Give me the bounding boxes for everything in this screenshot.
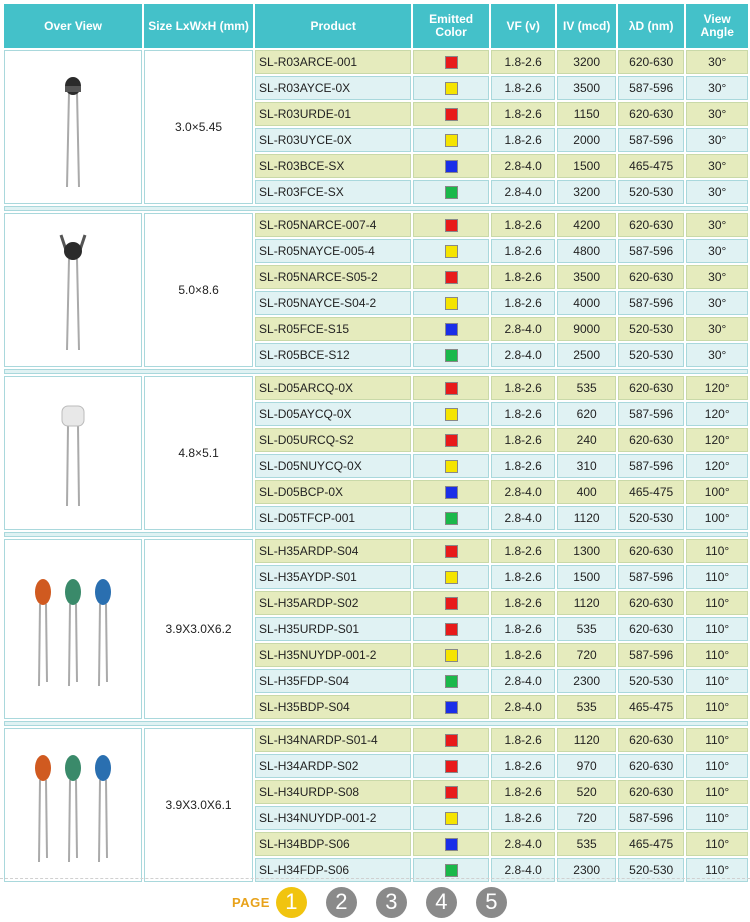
iv-cell: 3500 (557, 265, 615, 289)
product-cell: SL-D05URCQ-S2 (255, 428, 411, 452)
iv-cell: 3200 (557, 50, 615, 74)
emitted-color-cell (413, 291, 489, 315)
view-angle-cell: 30° (686, 265, 748, 289)
vf-cell: 2.8-4.0 (491, 832, 556, 856)
iv-cell: 400 (557, 480, 615, 504)
emitted-color-cell (413, 76, 489, 100)
emitted-color-cell (413, 728, 489, 752)
led-spec-table (2, 2, 750, 884)
iv-cell: 520 (557, 780, 615, 804)
wavelength-cell: 587-596 (618, 565, 685, 589)
emitted-color-cell (413, 643, 489, 667)
red-swatch-icon (445, 734, 458, 747)
view-angle-cell: 110° (686, 539, 748, 563)
iv-cell: 2500 (557, 343, 615, 367)
view-angle-cell: 110° (686, 591, 748, 615)
view-angle-cell: 110° (686, 728, 748, 752)
header-row (4, 4, 748, 48)
vf-cell: 1.8-2.6 (491, 428, 556, 452)
green-swatch-icon (445, 349, 458, 362)
emitted-color-cell (413, 265, 489, 289)
wavelength-cell: 587-596 (618, 291, 685, 315)
header-size: Size LxWxH (mm) (144, 4, 253, 48)
wavelength-cell: 620-630 (618, 754, 685, 778)
product-cell: SL-D05BCP-0X (255, 480, 411, 504)
product-cell: SL-D05TFCP-001 (255, 506, 411, 530)
wavelength-cell: 465-475 (618, 695, 685, 719)
iv-cell: 4000 (557, 291, 615, 315)
view-angle-cell: 30° (686, 102, 748, 126)
group-separator (4, 721, 748, 726)
iv-cell: 535 (557, 695, 615, 719)
vf-cell: 1.8-2.6 (491, 50, 556, 74)
wavelength-cell: 520-530 (618, 858, 685, 882)
emitted-color-cell (413, 128, 489, 152)
emitted-color-cell (413, 402, 489, 426)
iv-cell: 1120 (557, 591, 615, 615)
iv-cell: 310 (557, 454, 615, 478)
product-cell: SL-H35AYDP-S01 (255, 565, 411, 589)
iv-cell: 720 (557, 806, 615, 830)
iv-cell: 2000 (557, 128, 615, 152)
blue-swatch-icon (445, 486, 458, 499)
vf-cell: 2.8-4.0 (491, 317, 556, 341)
vf-cell: 1.8-2.6 (491, 617, 556, 641)
iv-cell: 3200 (557, 180, 615, 204)
led-oval-trio-image (4, 539, 142, 719)
vf-cell: 1.8-2.6 (491, 102, 556, 126)
emitted-color-cell (413, 754, 489, 778)
wavelength-cell: 620-630 (618, 213, 685, 237)
header-emitted-color: Emitted Color (413, 4, 489, 48)
product-cell: SL-H34ARDP-S02 (255, 754, 411, 778)
red-swatch-icon (445, 382, 458, 395)
red-swatch-icon (445, 108, 458, 121)
emitted-color-cell (413, 102, 489, 126)
iv-cell: 970 (557, 754, 615, 778)
vf-cell: 2.8-4.0 (491, 669, 556, 693)
blue-swatch-icon (445, 160, 458, 173)
product-cell: SL-H34NUYDP-001-2 (255, 806, 411, 830)
wavelength-cell: 520-530 (618, 343, 685, 367)
size-cell: 3.9X3.0X6.1 (144, 728, 253, 882)
view-angle-cell: 110° (686, 695, 748, 719)
wavelength-cell: 620-630 (618, 591, 685, 615)
header-wavelength: λD (nm) (618, 4, 685, 48)
emitted-color-cell (413, 617, 489, 641)
product-cell: SL-R03URDE-01 (255, 102, 411, 126)
view-angle-cell: 30° (686, 128, 748, 152)
emitted-color-cell (413, 565, 489, 589)
red-swatch-icon (445, 271, 458, 284)
product-cell: SL-D05ARCQ-0X (255, 376, 411, 400)
wavelength-cell: 587-596 (618, 643, 685, 667)
wavelength-cell: 620-630 (618, 428, 685, 452)
iv-cell: 4800 (557, 239, 615, 263)
vf-cell: 1.8-2.6 (491, 76, 556, 100)
iv-cell: 9000 (557, 317, 615, 341)
vf-cell: 2.8-4.0 (491, 858, 556, 882)
product-cell: SL-R03ARCE-001 (255, 50, 411, 74)
emitted-color-cell (413, 695, 489, 719)
product-cell: SL-H34BDP-S06 (255, 832, 411, 856)
red-swatch-icon (445, 434, 458, 447)
wavelength-cell: 620-630 (618, 617, 685, 641)
view-angle-cell: 30° (686, 180, 748, 204)
product-cell: SL-R05NAYCE-S04-2 (255, 291, 411, 315)
view-angle-cell: 110° (686, 643, 748, 667)
product-cell: SL-H35BDP-S04 (255, 695, 411, 719)
emitted-color-cell (413, 180, 489, 204)
size-cell: 3.9X3.0X6.2 (144, 539, 253, 719)
vf-cell: 2.8-4.0 (491, 695, 556, 719)
page-1-button[interactable]: 1 (276, 887, 307, 918)
view-angle-cell: 30° (686, 291, 748, 315)
vf-cell: 2.8-4.0 (491, 154, 556, 178)
header-view-angle: View Angle (686, 4, 748, 48)
product-cell: SL-H35URDP-S01 (255, 617, 411, 641)
emitted-color-cell (413, 239, 489, 263)
group-separator (4, 532, 748, 537)
emitted-color-cell (413, 480, 489, 504)
wavelength-cell: 587-596 (618, 454, 685, 478)
vf-cell: 1.8-2.6 (491, 643, 556, 667)
view-angle-cell: 30° (686, 343, 748, 367)
product-cell: SL-H34URDP-S08 (255, 780, 411, 804)
size-cell: 3.0×5.45 (144, 50, 253, 204)
pagination (232, 886, 526, 918)
divider (0, 878, 750, 879)
red-swatch-icon (445, 545, 458, 558)
view-angle-cell: 110° (686, 832, 748, 856)
wavelength-cell: 465-475 (618, 480, 685, 504)
vf-cell: 1.8-2.6 (491, 402, 556, 426)
wavelength-cell: 587-596 (618, 402, 685, 426)
green-swatch-icon (445, 864, 458, 877)
table-row (4, 728, 748, 752)
vf-cell: 1.8-2.6 (491, 754, 556, 778)
emitted-color-cell (413, 428, 489, 452)
iv-cell: 1500 (557, 154, 615, 178)
led-5mm-dark-clip-image (4, 213, 142, 367)
vf-cell: 1.8-2.6 (491, 591, 556, 615)
iv-cell: 1500 (557, 565, 615, 589)
iv-cell: 1300 (557, 539, 615, 563)
view-angle-cell: 120° (686, 428, 748, 452)
view-angle-cell: 30° (686, 317, 748, 341)
size-cell: 5.0×8.6 (144, 213, 253, 367)
table-row (4, 539, 748, 563)
view-angle-cell: 120° (686, 454, 748, 478)
led-clear-short-image (4, 376, 142, 530)
wavelength-cell: 620-630 (618, 102, 685, 126)
page-2-button[interactable]: 2 (326, 887, 357, 918)
yellow-swatch-icon (445, 812, 458, 825)
view-angle-cell: 110° (686, 669, 748, 693)
vf-cell: 1.8-2.6 (491, 265, 556, 289)
table-row (4, 50, 748, 74)
emitted-color-cell (413, 376, 489, 400)
led-3mm-dark-top-image (4, 50, 142, 204)
wavelength-cell: 520-530 (618, 506, 685, 530)
view-angle-cell: 110° (686, 806, 748, 830)
green-swatch-icon (445, 512, 458, 525)
product-cell: SL-H35ARDP-S04 (255, 539, 411, 563)
group-separator (4, 206, 748, 211)
product-cell: SL-D05AYCQ-0X (255, 402, 411, 426)
wavelength-cell: 620-630 (618, 50, 685, 74)
vf-cell: 1.8-2.6 (491, 728, 556, 752)
view-angle-cell: 30° (686, 154, 748, 178)
vf-cell: 1.8-2.6 (491, 291, 556, 315)
iv-cell: 4200 (557, 213, 615, 237)
vf-cell: 1.8-2.6 (491, 806, 556, 830)
wavelength-cell: 587-596 (618, 806, 685, 830)
iv-cell: 2300 (557, 858, 615, 882)
table-row (4, 376, 748, 400)
wavelength-cell: 587-596 (618, 239, 685, 263)
product-cell: SL-R05FCE-S15 (255, 317, 411, 341)
view-angle-cell: 120° (686, 402, 748, 426)
red-swatch-icon (445, 597, 458, 610)
iv-cell: 240 (557, 428, 615, 452)
yellow-swatch-icon (445, 297, 458, 310)
wavelength-cell: 520-530 (618, 317, 685, 341)
iv-cell: 535 (557, 832, 615, 856)
iv-cell: 2300 (557, 669, 615, 693)
vf-cell: 1.8-2.6 (491, 454, 556, 478)
product-cell: SL-R05BCE-S12 (255, 343, 411, 367)
view-angle-cell: 30° (686, 239, 748, 263)
emitted-color-cell (413, 780, 489, 804)
vf-cell: 2.8-4.0 (491, 480, 556, 504)
view-angle-cell: 110° (686, 754, 748, 778)
red-swatch-icon (445, 56, 458, 69)
header-product: Product (255, 4, 411, 48)
wavelength-cell: 520-530 (618, 180, 685, 204)
yellow-swatch-icon (445, 82, 458, 95)
vf-cell: 1.8-2.6 (491, 565, 556, 589)
iv-cell: 1150 (557, 102, 615, 126)
yellow-swatch-icon (445, 245, 458, 258)
iv-cell: 1120 (557, 728, 615, 752)
green-swatch-icon (445, 186, 458, 199)
header-vf: VF (v) (491, 4, 556, 48)
size-cell: 4.8×5.1 (144, 376, 253, 530)
emitted-color-cell (413, 454, 489, 478)
view-angle-cell: 110° (686, 617, 748, 641)
view-angle-cell: 30° (686, 50, 748, 74)
vf-cell: 1.8-2.6 (491, 213, 556, 237)
vf-cell: 1.8-2.6 (491, 376, 556, 400)
red-swatch-icon (445, 623, 458, 636)
blue-swatch-icon (445, 838, 458, 851)
iv-cell: 535 (557, 376, 615, 400)
iv-cell: 620 (557, 402, 615, 426)
view-angle-cell: 30° (686, 76, 748, 100)
yellow-swatch-icon (445, 649, 458, 662)
header-iv: IV (mcd) (557, 4, 615, 48)
red-swatch-icon (445, 219, 458, 232)
product-cell: SL-H35ARDP-S02 (255, 591, 411, 615)
iv-cell: 535 (557, 617, 615, 641)
emitted-color-cell (413, 539, 489, 563)
wavelength-cell: 465-475 (618, 154, 685, 178)
group-separator (4, 369, 748, 374)
emitted-color-cell (413, 50, 489, 74)
yellow-swatch-icon (445, 408, 458, 421)
page-4-button[interactable]: 4 (426, 887, 457, 918)
wavelength-cell: 587-596 (618, 128, 685, 152)
wavelength-cell: 465-475 (618, 832, 685, 856)
wavelength-cell: 520-530 (618, 669, 685, 693)
view-angle-cell: 30° (686, 213, 748, 237)
red-swatch-icon (445, 786, 458, 799)
emitted-color-cell (413, 343, 489, 367)
vf-cell: 2.8-4.0 (491, 180, 556, 204)
emitted-color-cell (413, 806, 489, 830)
product-cell: SL-H35FDP-S04 (255, 669, 411, 693)
iv-cell: 3500 (557, 76, 615, 100)
vf-cell: 2.8-4.0 (491, 506, 556, 530)
view-angle-cell: 100° (686, 480, 748, 504)
page-3-button[interactable]: 3 (376, 887, 407, 918)
page-5-button[interactable]: 5 (476, 887, 507, 918)
wavelength-cell: 620-630 (618, 728, 685, 752)
wavelength-cell: 620-630 (618, 265, 685, 289)
vf-cell: 2.8-4.0 (491, 343, 556, 367)
emitted-color-cell (413, 317, 489, 341)
emitted-color-cell (413, 213, 489, 237)
emitted-color-cell (413, 591, 489, 615)
view-angle-cell: 110° (686, 565, 748, 589)
emitted-color-cell (413, 832, 489, 856)
wavelength-cell: 620-630 (618, 376, 685, 400)
led-oval-trio-image (4, 728, 142, 882)
vf-cell: 1.8-2.6 (491, 780, 556, 804)
product-cell: SL-R03AYCE-0X (255, 76, 411, 100)
view-angle-cell: 100° (686, 506, 748, 530)
product-cell: SL-R05NARCE-007-4 (255, 213, 411, 237)
wavelength-cell: 620-630 (618, 780, 685, 804)
view-angle-cell: 120° (686, 376, 748, 400)
product-cell: SL-H34NARDP-S01-4 (255, 728, 411, 752)
product-cell: SL-R03FCE-SX (255, 180, 411, 204)
product-cell: SL-R03BCE-SX (255, 154, 411, 178)
product-cell: SL-R05NAYCE-005-4 (255, 239, 411, 263)
page-label: PAGE (232, 894, 270, 910)
vf-cell: 1.8-2.6 (491, 128, 556, 152)
blue-swatch-icon (445, 323, 458, 336)
vf-cell: 1.8-2.6 (491, 239, 556, 263)
iv-cell: 1120 (557, 506, 615, 530)
product-cell: SL-R05NARCE-S05-2 (255, 265, 411, 289)
view-angle-cell: 110° (686, 858, 748, 882)
iv-cell: 720 (557, 643, 615, 667)
view-angle-cell: 110° (686, 780, 748, 804)
product-cell: SL-H35NUYDP-001-2 (255, 643, 411, 667)
blue-swatch-icon (445, 701, 458, 714)
product-cell: SL-H34FDP-S06 (255, 858, 411, 882)
yellow-swatch-icon (445, 571, 458, 584)
yellow-swatch-icon (445, 460, 458, 473)
emitted-color-cell (413, 506, 489, 530)
table-row (4, 213, 748, 237)
emitted-color-cell (413, 669, 489, 693)
product-cell: SL-R03UYCE-0X (255, 128, 411, 152)
green-swatch-icon (445, 675, 458, 688)
red-swatch-icon (445, 760, 458, 773)
vf-cell: 1.8-2.6 (491, 539, 556, 563)
wavelength-cell: 620-630 (618, 539, 685, 563)
product-cell: SL-D05NUYCQ-0X (255, 454, 411, 478)
wavelength-cell: 587-596 (618, 76, 685, 100)
yellow-swatch-icon (445, 134, 458, 147)
header-overview: Over View (4, 4, 142, 48)
emitted-color-cell (413, 154, 489, 178)
